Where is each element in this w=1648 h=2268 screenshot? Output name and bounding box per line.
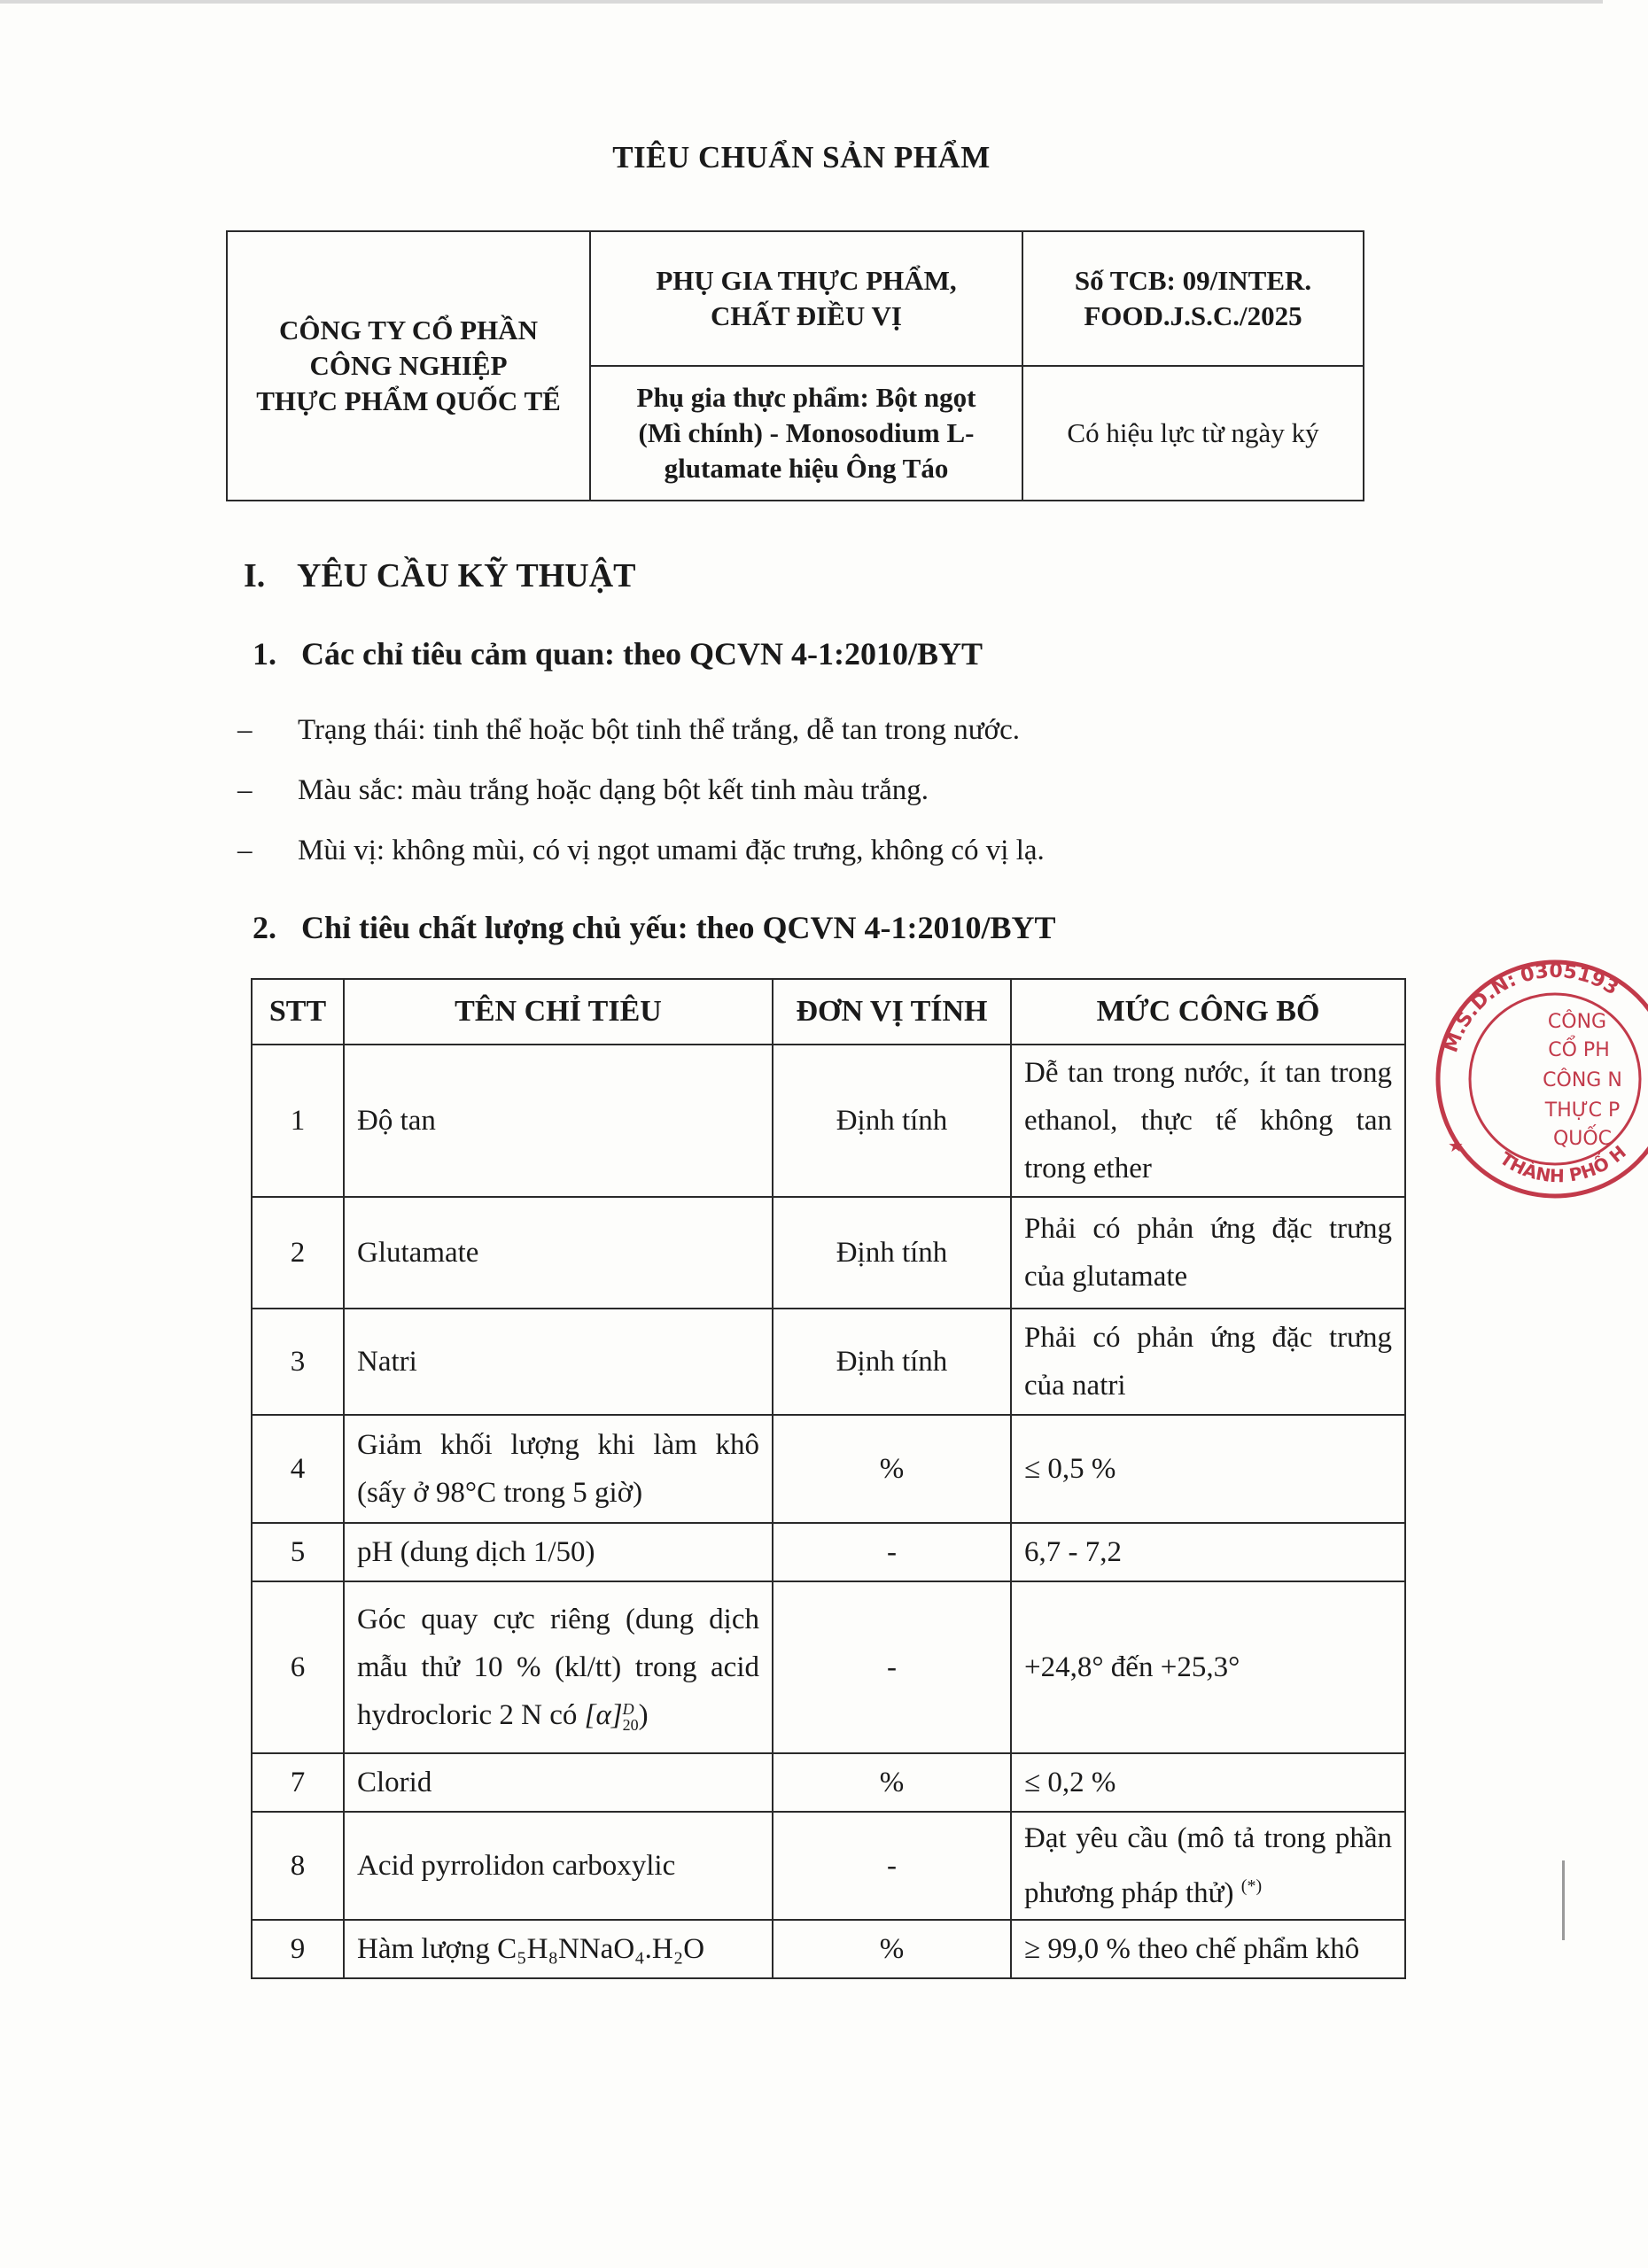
row-value: ≤ 0,5 %: [1011, 1415, 1405, 1523]
row-value: ≥ 99,0 % theo chế phẩm khô: [1011, 1920, 1405, 1978]
table-row: [252, 1581, 1405, 1753]
row-name-with-formula: [344, 1581, 773, 1753]
tcb-number-line: FOOD.J.S.C./2025: [1084, 300, 1302, 331]
row-unit: %: [773, 1753, 1011, 1812]
bullet-text: Màu sắc: màu trắng hoặc dạng bột kết tinh màu trắng.: [298, 774, 929, 806]
company-name-line: CÔNG NGHIỆP: [309, 350, 508, 381]
row-stt: 3: [252, 1309, 344, 1415]
company-name-line: THỰC PHẨM QUỐC TẾ: [256, 385, 561, 416]
row-stt: 8: [252, 1812, 344, 1920]
table-header-row: [252, 979, 1405, 1045]
row-value: ≤ 0,2 %: [1011, 1753, 1405, 1812]
row-value: Phải có phản ứng đặc trưng của natri: [1011, 1309, 1405, 1415]
formula-superscript: D: [622, 1700, 634, 1719]
seal-center-text: [1543, 1010, 1622, 1150]
product-line: glutamate hiệu Ông Táo: [664, 453, 949, 484]
row-value: +24,8° đến +25,3°: [1011, 1581, 1405, 1753]
row-unit: Định tính: [773, 1045, 1011, 1197]
row-value: Phải có phản ứng đặc trưng của glutamate: [1011, 1197, 1405, 1309]
row-name: pH (dung dịch 1/50): [344, 1523, 773, 1581]
validity-cell: Có hiệu lực từ ngày ký: [1022, 366, 1364, 501]
subsection-label: Các chỉ tiêu cảm quan: theo QCVN 4-1:2010/BYT: [301, 636, 983, 672]
table-row: [252, 1920, 1405, 1978]
section-number: I.: [244, 557, 266, 594]
row-unit: Định tính: [773, 1197, 1011, 1309]
dash-bullet: –: [237, 774, 253, 806]
specific-rotation-formula: [α] D 20: [584, 1699, 639, 1735]
product-line: (Mì chính) - Monosodium L-: [638, 417, 975, 448]
seal-line: CÔNG N: [1543, 1069, 1622, 1091]
table-row: [252, 1197, 1405, 1309]
row-name-suffix: ): [638, 1699, 649, 1731]
seal-city: THÀNH PHỐ H: [1496, 1141, 1630, 1187]
company-name-line: CÔNG TY CỔ PHẦN: [279, 315, 538, 346]
product-line: Phụ gia thực phẩm: Bột ngọt: [636, 382, 976, 413]
column-header-unit: ĐƠN VỊ TÍNH: [773, 979, 1011, 1045]
row-name: Độ tan: [344, 1045, 773, 1197]
row-name: Clorid: [344, 1753, 773, 1812]
bullet-text: Mùi vị: không mùi, có vị ngọt umami đặc trưng, không có vị lạ.: [298, 835, 1045, 866]
bullet-item: [237, 835, 1045, 867]
column-header-name: TÊN CHỈ TIÊU: [344, 979, 773, 1045]
dash-bullet: –: [237, 835, 253, 866]
seal-line: CỔ PH: [1548, 1039, 1610, 1061]
row-value: 6,7 - 7,2: [1011, 1523, 1405, 1581]
tcb-number-cell: [1022, 231, 1364, 366]
column-header-value: MỨC CÔNG BỐ: [1011, 979, 1405, 1045]
row-stt: 4: [252, 1415, 344, 1523]
quality-table: [251, 978, 1406, 1979]
row-stt: 5: [252, 1523, 344, 1581]
company-name-cell: [227, 231, 590, 501]
row-name: Góc quay cực riêng (dung dịch mẫu thử 10 % (kl/tt) trong acid hydrocloric 2 N có: [357, 1604, 759, 1731]
header-table: [226, 230, 1364, 501]
scan-edge-mark: [1562, 1860, 1565, 1940]
star-icon: ★: [1448, 1135, 1464, 1156]
subsection-number: 1.: [253, 636, 276, 672]
row-name: Natri: [344, 1309, 773, 1415]
row-stt: 2: [252, 1197, 344, 1309]
row-name: Acid pyrrolidon carboxylic: [344, 1812, 773, 1920]
product-cell: [590, 366, 1022, 501]
scan-top-edge: [0, 0, 1603, 4]
seal-line: THỰC P: [1544, 1099, 1621, 1122]
subsection-label: Chỉ tiêu chất lượng chủ yếu: theo QCVN 4-1:2010/BYT: [301, 910, 1056, 945]
section-label: YÊU CẦU KỸ THUẬT: [297, 557, 636, 594]
row-stt: 1: [252, 1045, 344, 1197]
row-name: Glutamate: [344, 1197, 773, 1309]
column-header-stt: STT: [252, 979, 344, 1045]
row-unit: Định tính: [773, 1309, 1011, 1415]
table-row: [252, 1753, 1405, 1812]
table-row: [252, 1309, 1405, 1415]
bullet-item: [237, 774, 929, 807]
section-heading: [244, 556, 636, 595]
table-row: [252, 1523, 1405, 1581]
footnote-marker: (*): [1240, 1876, 1263, 1896]
table-row: [252, 1812, 1405, 1920]
row-name: Hàm lượng C₅H₈NNaO₄.H₂O: [344, 1920, 773, 1978]
table-row: [252, 1045, 1405, 1197]
bullet-text: Trạng thái: tinh thể hoặc bột tinh thể trắng, dễ tan trong nước.: [298, 714, 1020, 746]
row-stt: 9: [252, 1920, 344, 1978]
row-unit: %: [773, 1920, 1011, 1978]
category-cell: [590, 231, 1022, 366]
row-unit: -: [773, 1523, 1011, 1581]
seal-line: CÔNG: [1547, 1011, 1607, 1033]
table-row: [252, 1415, 1405, 1523]
row-stt: 7: [252, 1753, 344, 1812]
subsection-heading-1: [253, 635, 983, 672]
row-value: Đạt yêu cầu (mô tả trong phần phương pháp thử): [1024, 1822, 1392, 1909]
tcb-number-line: Số TCB: 09/INTER.: [1074, 265, 1312, 296]
category-line: CHẤT ĐIỀU VỊ: [711, 300, 902, 331]
document-title: TIÊU CHUẨN SẢN PHẨM: [612, 140, 991, 175]
row-unit: -: [773, 1812, 1011, 1920]
formula-subscript: 20: [622, 1716, 639, 1735]
bullet-item: [237, 714, 1020, 747]
seal-code: M.S.D.N:0305193: [1440, 959, 1622, 1056]
row-unit: -: [773, 1581, 1011, 1753]
row-stt: 6: [252, 1581, 344, 1753]
seal-line: QUỐC: [1552, 1128, 1613, 1150]
company-seal: [1418, 946, 1648, 1212]
row-value-with-note: [1011, 1812, 1405, 1920]
alpha-symbol: α: [595, 1699, 611, 1731]
row-name: Giảm khối lượng khi làm khô (sấy ở 98°C trong 5 giờ): [344, 1415, 773, 1523]
subsection-number: 2.: [253, 910, 276, 945]
subsection-heading-2: [253, 909, 1056, 946]
category-line: PHỤ GIA THỰC PHẨM,: [656, 265, 957, 296]
row-unit: %: [773, 1415, 1011, 1523]
dash-bullet: –: [237, 714, 253, 746]
row-value: Dễ tan trong nước, ít tan trong ethanol, thực tế không tan trong ether: [1011, 1045, 1405, 1197]
